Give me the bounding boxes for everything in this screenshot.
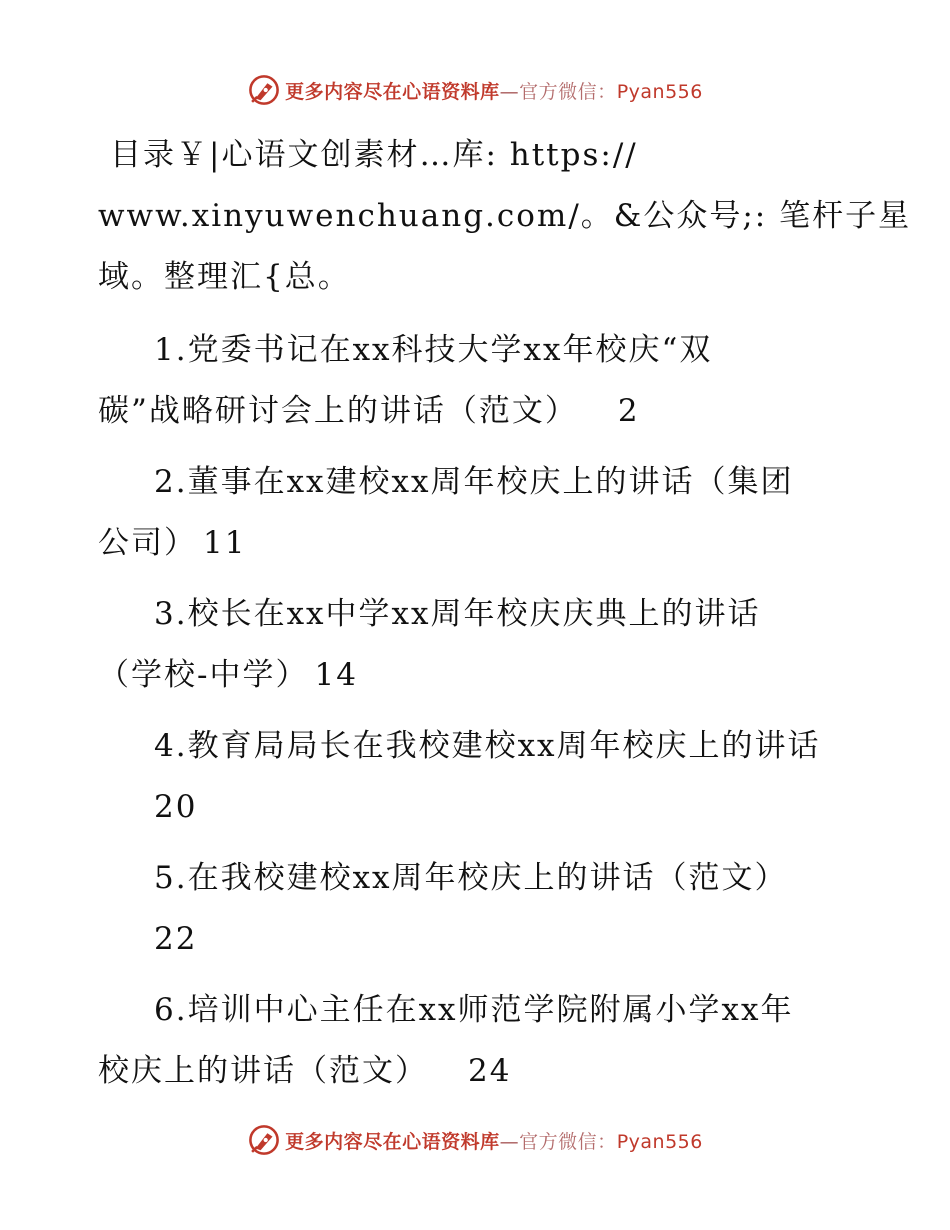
banner-dash: —: [499, 80, 520, 103]
banner-wechat-id: Pyan556: [616, 80, 703, 103]
toc-title-line: 2.董事在xx建校xx周年校庆上的讲话（集团: [154, 464, 794, 500]
toc-page-number: 11: [203, 525, 247, 561]
toc-title-line: [98, 1041, 858, 1102]
toc-title-line: 5.在我校建校xx周年校庆上的讲话（范文）: [154, 860, 788, 896]
toc-page-number: 20: [154, 789, 198, 825]
toc-title-line: [98, 645, 858, 706]
intro-paragraph: [98, 125, 912, 308]
banner-main-text: 更多内容尽在心语资料库: [285, 80, 500, 103]
toc-page-number: 14: [314, 657, 358, 693]
toc-title-line: 6.培训中心主任在xx师范学院附属小学xx年: [154, 992, 794, 1028]
intro-line: 目录￥|心语文创素材…库: https://: [110, 137, 638, 173]
toc-title-line: 1.党委书记在xx科技大学xx年校庆“双: [154, 332, 713, 368]
toc-item-2: [98, 452, 858, 574]
banner-main-text: 更多内容尽在心语资料库: [285, 1130, 500, 1153]
toc-item-1: [98, 320, 858, 442]
toc-title-cont: 碳”战略研讨会上的讲话（范文）: [98, 393, 578, 429]
footer-banner: [0, 1120, 950, 1160]
toc-item-4: [98, 716, 858, 838]
pen-nib-circle-icon: [247, 1123, 281, 1157]
toc-title-line: [98, 513, 858, 574]
pen-nib-circle-icon: [247, 73, 281, 107]
toc-title-line: [98, 381, 858, 442]
document-body: [98, 125, 912, 1112]
intro-line: www.xinyuwenchuang.com/。&公众号;: 笔杆子星: [98, 198, 912, 234]
toc-title-cont: （学校-中学）: [98, 657, 309, 693]
banner-dash: —: [499, 1130, 520, 1153]
toc-page-number: 22: [154, 921, 198, 957]
header-banner: [0, 70, 950, 110]
intro-line: 域。整理汇{总。: [98, 259, 351, 295]
banner-wechat-label: 官方微信：: [519, 1130, 617, 1153]
banner-wechat-label: 官方微信：: [519, 80, 617, 103]
toc-item-5: [98, 848, 858, 970]
toc-item-6: [98, 980, 858, 1102]
toc-page-number: 24: [468, 1053, 512, 1089]
toc-title-line: 4.教育局局长在我校建校xx周年校庆上的讲话: [154, 728, 821, 764]
toc-title-cont: 公司）: [98, 525, 197, 561]
toc-title-cont: 校庆上的讲话（范文）: [98, 1053, 428, 1089]
toc-item-3: [98, 584, 858, 706]
toc-page-number: 2: [617, 393, 640, 429]
toc-title-line: 3.校长在xx中学xx周年校庆庆典上的讲话: [154, 596, 761, 632]
banner-wechat-id: Pyan556: [616, 1130, 703, 1153]
